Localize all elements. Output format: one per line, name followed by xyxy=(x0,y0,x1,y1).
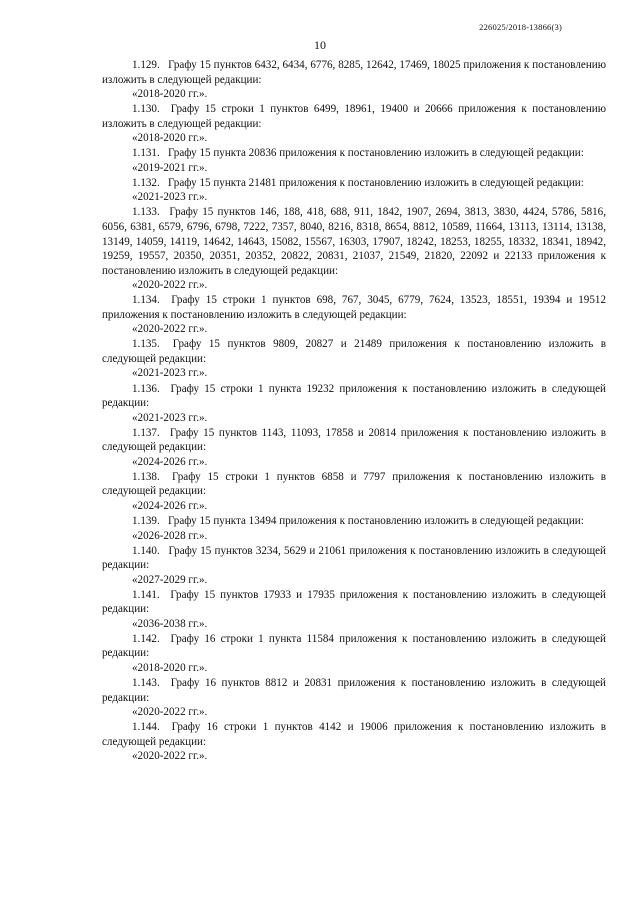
amendment-clause: 1.143. Графу 16 пунктов 8812 и 20831 приложения к постановлению изложить в следующей редакции: xyxy=(102,676,606,704)
amendment-clause: 1.130. Графу 15 строки 1 пунктов 6499, 18961, 19400 и 20666 приложения к постановлению изложить в следующей редакции: xyxy=(102,103,606,130)
amendment-value: «2018-2020 гг.». xyxy=(132,132,208,145)
document-body xyxy=(102,58,606,764)
amendment-value: «2021-2023 гг.». xyxy=(132,367,208,380)
amendment-value: «2020-2022 гг.». xyxy=(132,279,208,292)
amendment-clause: 1.137. Графу 15 пунктов 1143, 11093, 17858 и 20814 приложения к постановлению изложить в следующей редакции: xyxy=(102,426,606,454)
amendment-clause: 1.135. Графу 15 пунктов 9809, 20827 и 21489 приложения к постановлению изложить в следующей редакции: xyxy=(102,338,606,365)
amendment-clause: 1.136. Графу 15 строки 1 пункта 19232 приложения к постановлению изложить в следующей редакции: xyxy=(102,382,606,410)
amendment-value: «2020-2022 гг.». xyxy=(132,750,208,763)
amendment-clause: 1.132. Графу 15 пункта 21481 приложения к постановлению изложить в следующей редакции: xyxy=(132,176,584,189)
amendment-clause: 1.138. Графу 15 строки 1 пунктов 6858 и 7797 приложения к постановлению изложить в следующей редакции: xyxy=(102,470,606,498)
amendment-value: «2018-2020 гг.». xyxy=(132,661,208,674)
amendment-value: «2020-2022 гг.». xyxy=(132,706,208,719)
amendment-value: «2036-2038 гг.». xyxy=(132,617,208,630)
amendment-value: «2024-2026 гг.». xyxy=(132,455,208,468)
document-id: 226025/2018-13866(3) xyxy=(479,22,562,32)
amendment-clause: 1.141. Графу 15 пунктов 17933 и 17935 приложения к постановлению изложить в следующей редакции: xyxy=(102,588,606,616)
amendment-clause: 1.131. Графу 15 пункта 20836 приложения к постановлению изложить в следующей редакции: xyxy=(132,147,584,160)
page-number: 10 xyxy=(314,38,326,52)
amendment-value: «2020-2022 гг.». xyxy=(132,323,208,336)
amendment-value: «2027-2029 гг.». xyxy=(132,573,208,586)
amendment-value: «2026-2028 гг.». xyxy=(132,529,208,542)
amendment-clause: 1.144. Графу 16 строки 1 пунктов 4142 и 19006 приложения к постановлению изложить в следующей редакции: xyxy=(102,721,606,748)
amendment-clause: 1.133. Графу 15 пунктов 146, 188, 418, 688, 911, 1842, 1907, 2694, 3813, 3830, 4424, 5786, 5816, 6056, 6381, 6579, 6796, 6798, 7222, 7357, 8040, 8216, 8318, 8654, 8812, 10589, 11664, 13113, 13114, 13138, 13149, 14059, 14119, 14642, 14643, 15082, 15567, 16303, 17907, 18242, 18253, 18255, 18332, 18341, 18942, 19259, 19557, 20350, 20351, 20352, 20822, 20831, 21037, 21549, 21820, 22092 и 22133 приложения к постановлению изложить в следующей редакции: xyxy=(102,206,606,277)
amendment-clause: 1.142. Графу 16 строки 1 пункта 11584 приложения к постановлению изложить в следующей редакции: xyxy=(102,632,606,660)
amendment-clause: 1.140. Графу 15 пунктов 3234, 5629 и 21061 приложения к постановлению изложить в следующей редакции: xyxy=(102,544,606,572)
amendment-value: «2024-2026 гг.». xyxy=(132,499,208,512)
amendment-value: «2018-2020 гг.». xyxy=(132,88,208,101)
amendment-clause: 1.134. Графу 15 строки 1 пунктов 698, 767, 3045, 6779, 7624, 13523, 18551, 19394 и 19512 приложения к постановлению изложить в следующей редакции: xyxy=(102,294,606,321)
amendment-clause: 1.139. Графу 15 пункта 13494 приложения к постановлению изложить в следующей редакции: xyxy=(132,514,584,527)
amendment-value: «2021-2023 гг.». xyxy=(132,191,208,204)
amendment-value: «2019-2021 гг.». xyxy=(132,161,208,174)
amendment-value: «2021-2023 гг.». xyxy=(132,411,208,424)
amendment-clause: 1.129. Графу 15 пунктов 6432, 6434, 6776, 8285, 12642, 17469, 18025 приложения к постановлению изложить в следующей редакции: xyxy=(102,59,606,86)
